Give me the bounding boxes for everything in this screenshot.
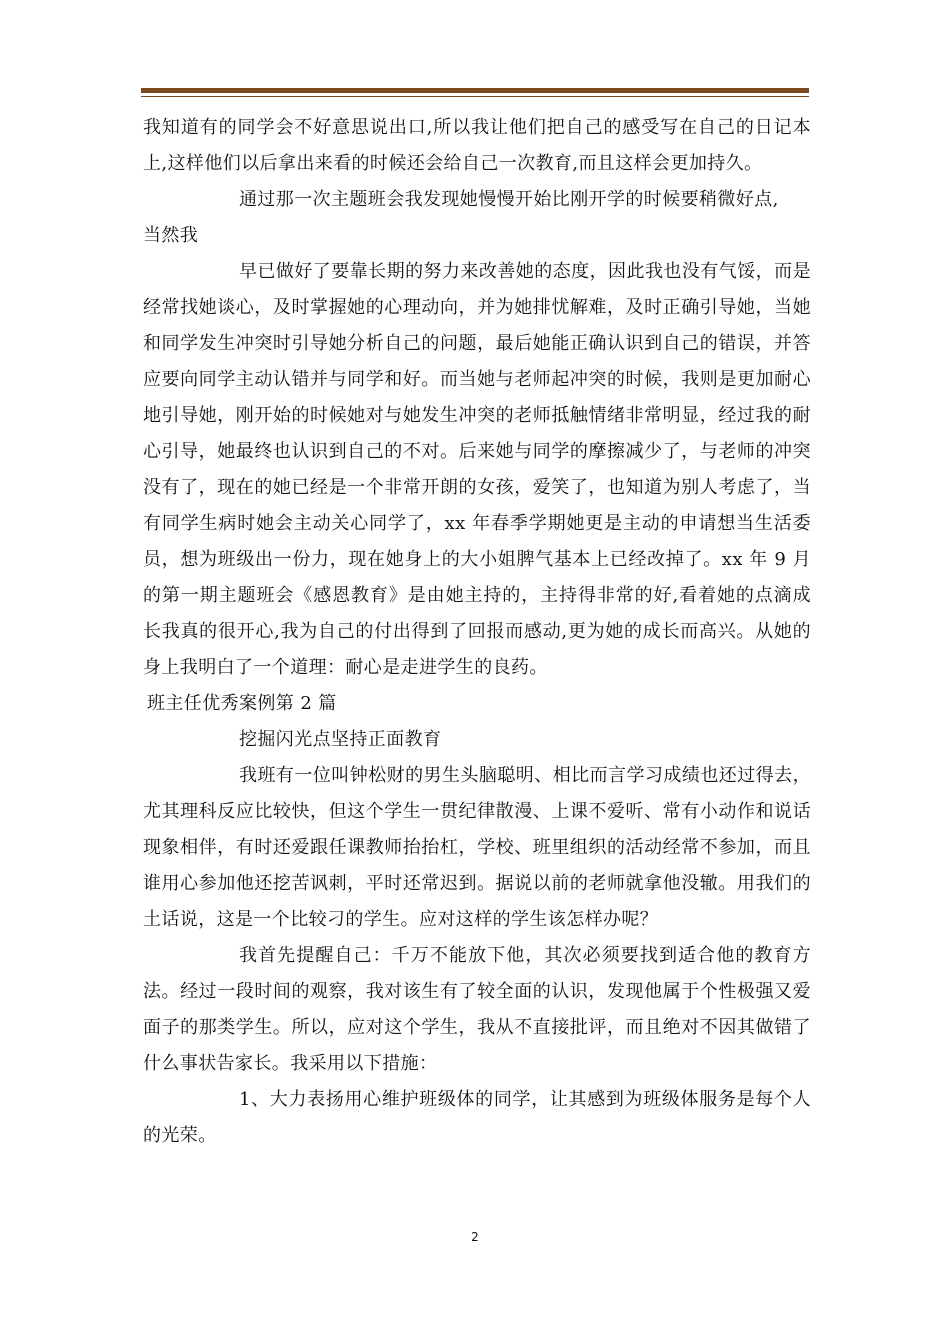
section-subheading: 挖掘闪光点坚持正面教育 xyxy=(239,729,442,750)
paragraph: 我班有一位叫钟松财的男生头脑聪明、相比而言学习成绩也还过得去，尤其理科反应比较快，但这个学生一贯纪律散漫、上课不爱听、常有小动作和说话现象相伴，有时还爱跟任课教师抬抬杠，学校、班里组织的活动经常不参加，而且谁用心参加他还挖苦讽刺，平时还常迟到。据说以前的老师就拿他没辙。用我们的土话说，这是一个比较刁的学生。应对这样的学生该怎样办呢？ xyxy=(143,765,811,930)
paragraph: 1、大力表扬用心维护班级体的同学，让其感到为班级体服务是每个人的光荣。 xyxy=(143,1089,811,1146)
page-number: 2 xyxy=(471,1230,479,1244)
body-text xyxy=(143,110,811,1154)
paragraph: 通过那一次主题班会我发现她慢慢开始比刚开学的时候要稍微好点, xyxy=(239,189,779,210)
header-rule-thin xyxy=(141,96,809,97)
paragraph: 当然我 xyxy=(143,225,199,246)
section-heading: 班主任优秀案例第 2 篇 xyxy=(147,693,337,714)
header-rule xyxy=(141,88,809,93)
paragraph: 我知道有的同学会不好意思说出口,所以我让他们把自己的感受写在自己的日记本上,这样他们以后拿出来看的时候还会给自己一次教育,而且这样会更加持久。 xyxy=(143,117,811,174)
paragraph: 我首先提醒自己：千万不能放下他，其次必须要找到适合他的教育方法。经过一段时间的观察，我对该生有了较全面的认识，发现他属于个性极强又爱面子的那类学生。所以，应对这个学生，我从不直接批评，而且绝对不因其做错了什么事状告家长。我采用以下措施： xyxy=(143,945,811,1074)
paragraph: 早已做好了要靠长期的努力来改善她的态度，因此我也没有气馁，而是经常找她谈心，及时掌握她的心理动向，并为她排忧解难，及时正确引导她，当她和同学发生冲突时引导她分析自己的问题，最后她能正确认识到自己的错误，并答应要向同学主动认错并与同学和好。而当她与老师起冲突的时候，我则是更加耐心地引导她，刚开始的时候她对与她发生冲突的老师抵触情绪非常明显，经过我的耐心引导，她最终也认识到自己的不对。后来她与同学的摩擦减少了，与老师的冲突没有了，现在的她已经是一个非常开朗的女孩，爱笑了，也知道为别人考虑了，当有同学生病时她会主动关心同学了，xx 年春季学期她更是主动的申请想当生活委员，想为班级出一份力，现在她身上的大小姐脾气基本上已经改掉了。xx 年 9 月的第一期主题班会《感恩教育》是由她主持的，主持得非常的好,看着她的点滴成长我真的很开心,我为自己的付出得到了回报而感动,更为她的成长而高兴。从她的身上我明白了一个道理：耐心是走进学生的良药。 xyxy=(143,261,811,678)
